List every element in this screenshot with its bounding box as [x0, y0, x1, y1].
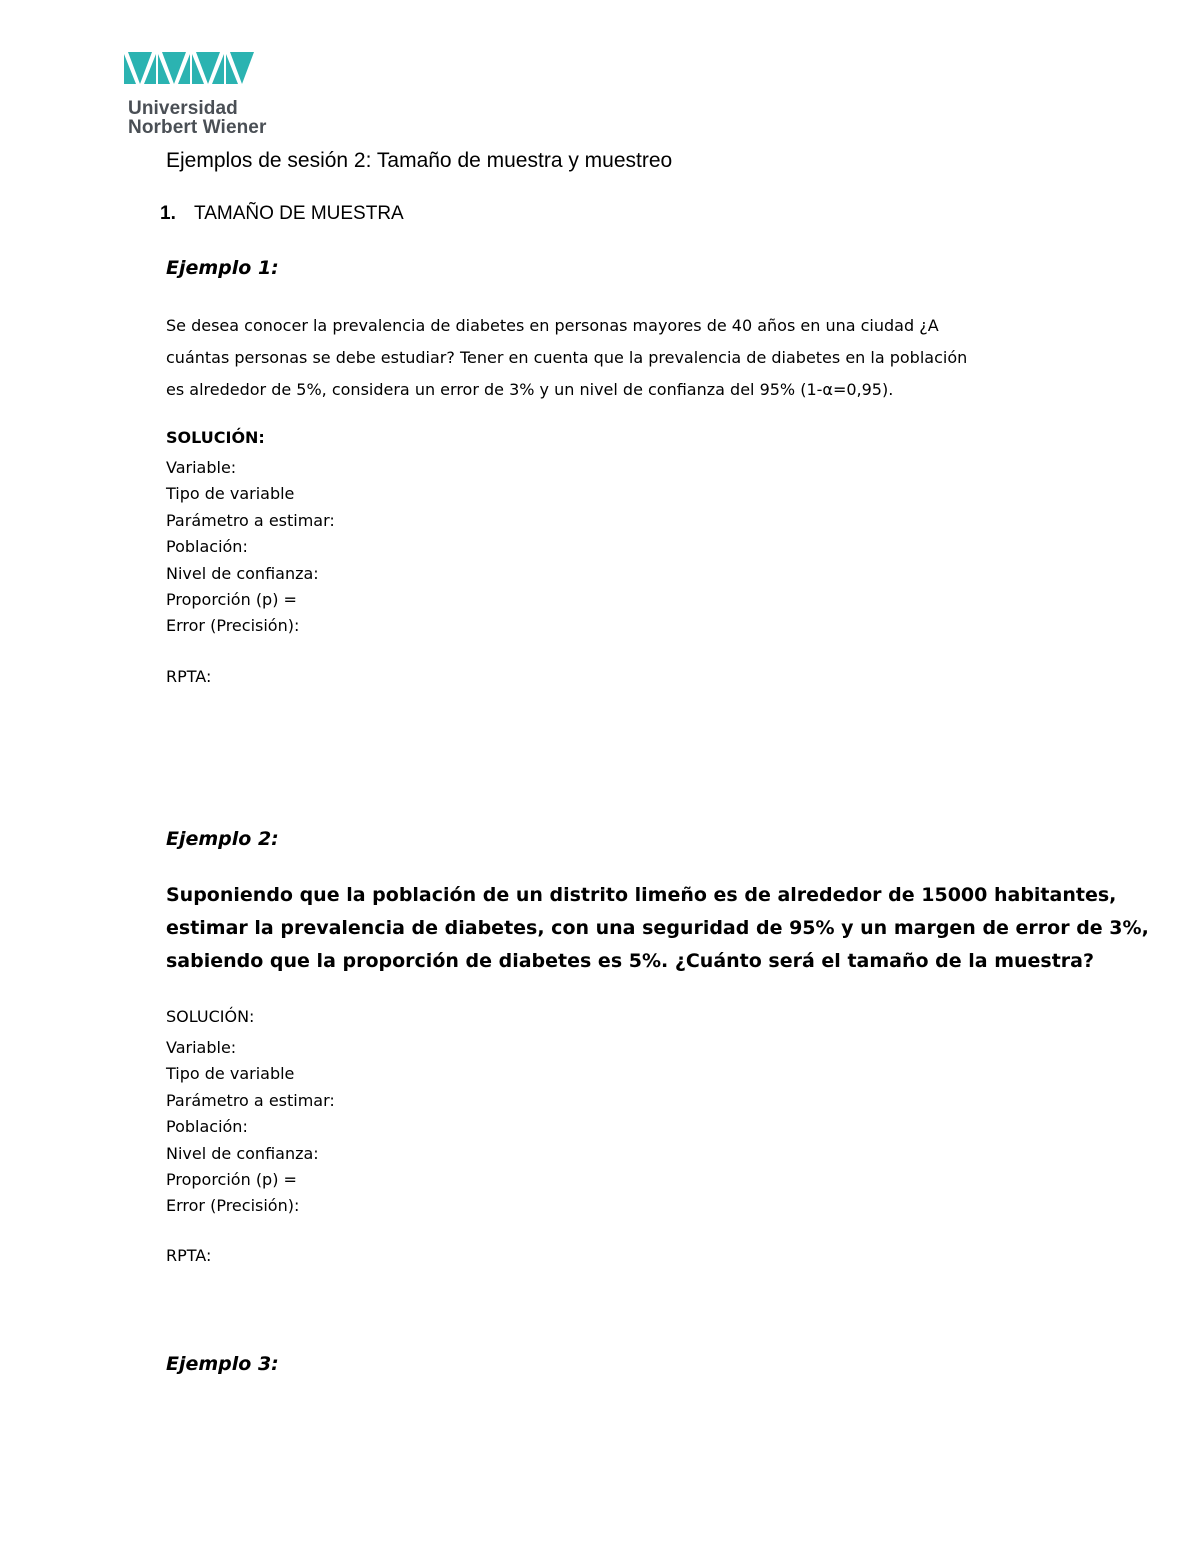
logo-mark-icon	[112, 44, 257, 92]
document-title: Ejemplos de sesión 2: Tamaño de muestra y muestreo	[166, 149, 673, 172]
logo-text-line1: Universidad	[128, 98, 238, 119]
field-proportion: Proporción (p) =	[166, 1170, 297, 1190]
field-proportion: Proporción (p) =	[166, 590, 297, 610]
example1-title: Ejemplo 1:	[166, 257, 279, 279]
field-population: Población:	[166, 1117, 248, 1137]
example1-statement	[166, 310, 1046, 406]
university-logo	[112, 44, 297, 144]
logo-text-line2: Norbert Wiener	[128, 117, 267, 138]
example1-field-list	[166, 455, 335, 640]
example3-title: Ejemplo 3:	[166, 1353, 279, 1375]
example2-statement	[166, 879, 1149, 978]
field-confidence: Nivel de confianza:	[166, 1143, 319, 1163]
example1-answer-label: RPTA:	[166, 667, 212, 686]
example2-line: sabiendo que la proporción de diabetes es 5%. ¿Cuánto será el tamaño de la muestra?	[166, 950, 1095, 972]
field-error: Error (Precisión):	[166, 616, 300, 636]
section-number: 1.	[160, 203, 176, 224]
field-variable-type: Tipo de variable	[166, 1064, 295, 1084]
field-population: Población:	[166, 537, 248, 557]
example1-line: es alrededor de 5%, considera un error de 3% y un nivel de confianza del 95% (1-α=0,95).	[166, 380, 894, 399]
example2-field-list	[166, 1035, 335, 1220]
example2-line: estimar la prevalencia de diabetes, con una seguridad de 95% y un margen de error de 3%,	[166, 917, 1149, 939]
field-error: Error (Precisión):	[166, 1196, 300, 1216]
field-variable: Variable:	[166, 458, 237, 477]
field-parameter: Parámetro a estimar:	[166, 1090, 335, 1110]
example2-answer-label: RPTA:	[166, 1246, 212, 1265]
example2-title: Ejemplo 2:	[166, 828, 279, 850]
example1-line: cuántas personas se debe estudiar? Tener en cuenta que la prevalencia de diabetes en la población	[166, 348, 968, 367]
section-heading	[160, 203, 404, 225]
example2-solution-label: SOLUCIÓN:	[166, 1007, 255, 1026]
section-label: TAMAÑO DE MUESTRA	[194, 203, 404, 224]
field-parameter: Parámetro a estimar:	[166, 510, 335, 530]
example2-line: Suponiendo que la población de un distrito limeño es de alrededor de 15000 habitantes,	[166, 884, 1117, 906]
example1-line: Se desea conocer la prevalencia de diabetes en personas mayores de 40 años en una ciudad ¿A	[166, 316, 939, 335]
field-variable: Variable:	[166, 1038, 237, 1057]
example1-solution-label: SOLUCIÓN:	[166, 428, 265, 447]
field-confidence: Nivel de confianza:	[166, 563, 319, 583]
field-variable-type: Tipo de variable	[166, 484, 295, 504]
